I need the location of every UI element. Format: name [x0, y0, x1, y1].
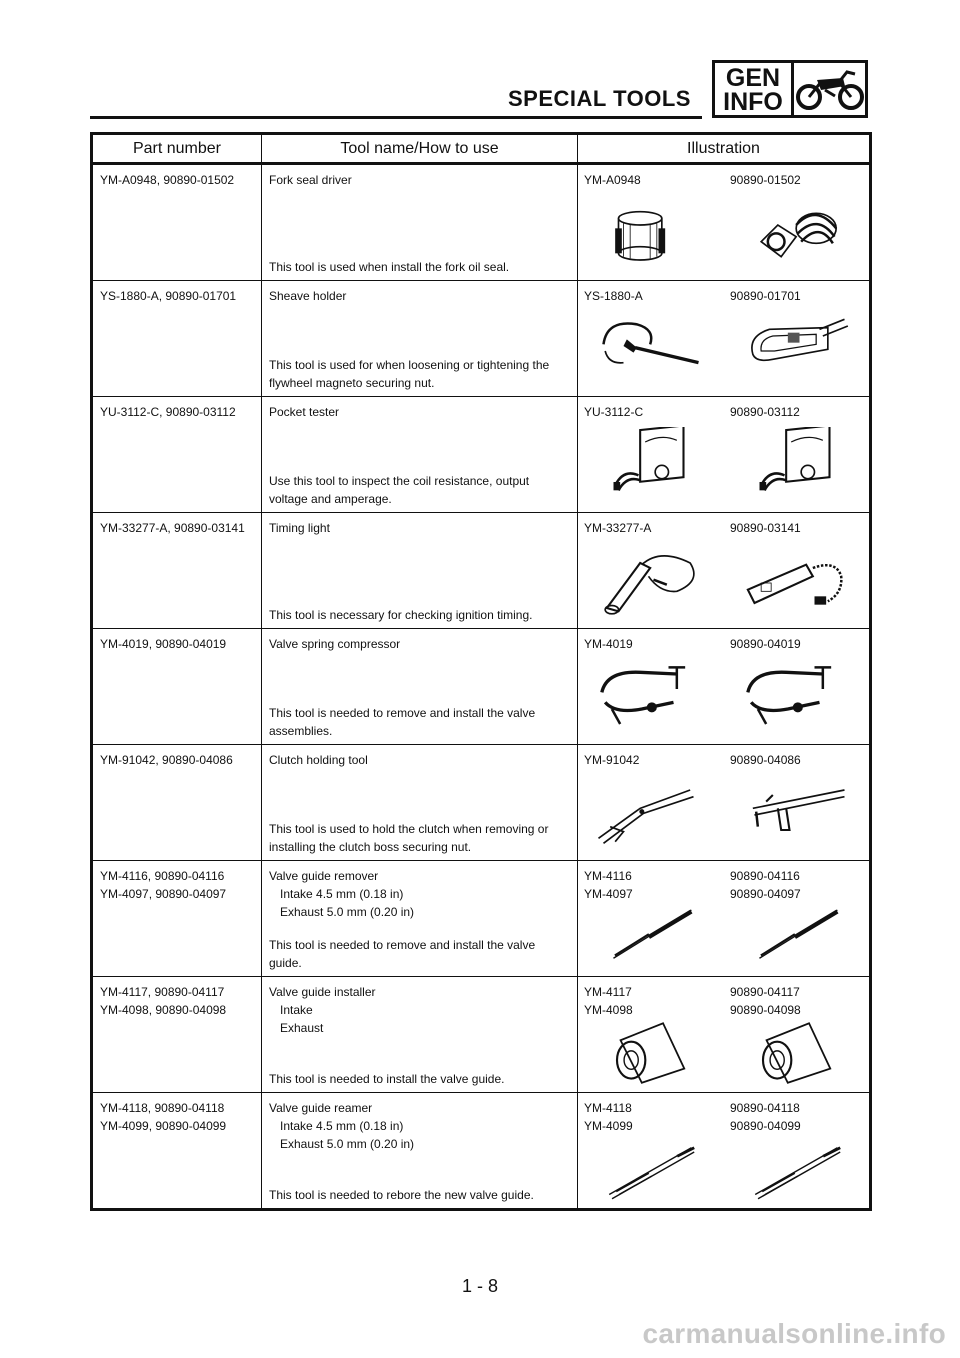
part-number: YM-4117, 90890-04117	[100, 985, 225, 999]
part-number: YM-91042, 90890-04086	[100, 753, 233, 767]
tool-description: This tool is needed to rebore the new valve guide.	[269, 1188, 534, 1202]
header-illustration: Illustration	[578, 134, 871, 164]
tool-description: This tool is needed to install the valve guide.	[269, 1072, 505, 1086]
illustration-cell	[578, 397, 871, 513]
valve-guide-reamer-icon	[578, 1135, 724, 1203]
tool-variant: Intake 4.5 mm (0.18 in)	[280, 887, 404, 901]
part-number: YU-3112-C, 90890-03112	[100, 405, 236, 419]
tool-name: Valve guide remover	[269, 869, 379, 883]
table-body	[92, 164, 871, 1210]
valve-guide-remover-icon	[578, 903, 724, 971]
sheave-holder-icon	[578, 311, 724, 391]
illustration-cell	[578, 1093, 871, 1210]
part-number-cell	[92, 977, 262, 1093]
part-number-cell	[92, 397, 262, 513]
part-number: YM-4118, 90890-04118	[100, 1101, 225, 1115]
illustration-part-label: YS-1880-A	[584, 289, 643, 303]
tool-variant: Intake 4.5 mm (0.18 in)	[280, 1119, 404, 1133]
tool-info-cell	[262, 977, 578, 1093]
tool-name: Valve spring compressor	[269, 637, 401, 651]
illustration-part-label: 90890-03112	[730, 405, 800, 419]
tool-description: Use this tool to inspect the coil resistance, output voltage and amperage.	[269, 474, 530, 506]
illustration-part-label: YM-4117	[584, 985, 632, 999]
valve-spring-compressor-icon	[724, 659, 870, 739]
special-tools-table	[90, 132, 872, 1211]
part-number-cell	[92, 745, 262, 861]
pocket-tester-icon	[578, 427, 724, 507]
illustration-part-label: 90890-04086	[730, 753, 801, 767]
table-row	[92, 629, 871, 745]
valve-spring-compressor-icon	[578, 659, 724, 739]
timing-light-icon	[578, 543, 724, 623]
tool-description: This tool is necessary for checking ignition timing.	[269, 608, 533, 622]
tool-variant: Intake	[280, 1003, 313, 1017]
table-row	[92, 1093, 871, 1210]
badge-line-2: INFO	[723, 88, 783, 116]
sheave-holder-icon	[724, 311, 870, 391]
part-number: YM-4019, 90890-04019	[100, 637, 227, 651]
header-part-number: Part number	[92, 134, 262, 164]
illustration-part-label: YU-3112-C	[584, 405, 644, 419]
table-row	[92, 745, 871, 861]
part-number-cell	[92, 629, 262, 745]
section-badge	[712, 60, 868, 118]
tool-info-cell	[262, 1093, 578, 1210]
tool-name: Pocket tester	[269, 405, 340, 419]
part-number-cell	[92, 164, 262, 281]
tool-name: Valve guide reamer	[269, 1101, 373, 1115]
illustration-part-label: YM-A0948	[584, 173, 641, 187]
part-number: YM-33277-A, 90890-03141	[100, 521, 245, 535]
valve-guide-installer-icon	[578, 1019, 724, 1087]
tool-description: This tool is used for when loosening or tightening the flywheel magneto securing nut.	[269, 358, 550, 390]
watermark: carmanualsonline.info	[642, 1318, 946, 1349]
illustration-cell	[578, 861, 871, 977]
table-row	[92, 397, 871, 513]
tool-description: This tool is used when install the fork oil seal.	[269, 260, 510, 274]
illustration-part-label: YM-4116	[584, 869, 632, 883]
illustration-part-label: 90890-04118	[730, 1101, 800, 1115]
fork-seal-driver-icon	[578, 195, 724, 275]
tool-info-cell	[262, 164, 578, 281]
table-row	[92, 164, 871, 281]
section-badge-label	[715, 63, 794, 115]
part-number: YM-A0948, 90890-01502	[100, 173, 235, 187]
tool-variant: Exhaust 5.0 mm (0.20 in)	[280, 1137, 415, 1151]
valve-guide-remover-icon	[724, 903, 870, 971]
part-number-cell	[92, 281, 262, 397]
table-row	[92, 977, 871, 1093]
motorcycle-icon	[794, 63, 865, 115]
illustration-cell	[578, 629, 871, 745]
tool-info-cell	[262, 397, 578, 513]
illustration-part-label: 90890-04019	[730, 637, 801, 651]
part-number: YS-1880-A, 90890-01701	[100, 289, 237, 303]
part-number-cell	[92, 513, 262, 629]
valve-guide-reamer-icon	[724, 1135, 870, 1203]
header-rule	[90, 116, 702, 119]
illustration-part-label: 90890-04097	[730, 887, 801, 901]
tool-name: Sheave holder	[269, 289, 347, 303]
illustration-cell	[578, 977, 871, 1093]
part-number-cell	[92, 861, 262, 977]
illustration-part-label: YM-4019	[584, 637, 633, 651]
illustration-part-label: 90890-03141	[730, 521, 801, 535]
badge-line-1: GEN	[725, 64, 781, 92]
fork-seal-driver-icon	[724, 195, 870, 275]
illustration-part-label: 90890-04099	[730, 1119, 801, 1133]
tool-description: This tool is needed to remove and install the valve guide.	[269, 938, 536, 970]
illustration-part-label: 90890-04116	[730, 869, 800, 883]
illustration-cell	[578, 745, 871, 861]
illustration-cell	[578, 281, 871, 397]
tool-name: Fork seal driver	[269, 173, 352, 187]
illustration-part-label: YM-4118	[584, 1101, 632, 1115]
clutch-holding-tool-icon	[578, 775, 724, 855]
illustration-part-label: YM-33277-A	[584, 521, 652, 535]
table-header-row	[92, 134, 871, 164]
part-number: YM-4116, 90890-04116	[100, 869, 225, 883]
table-row	[92, 861, 871, 977]
illustration-part-label: YM-91042	[584, 753, 640, 767]
tool-variant: Exhaust 5.0 mm (0.20 in)	[280, 905, 415, 919]
tool-description: This tool is needed to remove and install the valve assemblies.	[269, 706, 536, 738]
header-tool-name: Tool name/How to use	[262, 134, 578, 164]
tool-variant: Exhaust	[280, 1021, 324, 1035]
illustration-cell	[578, 513, 871, 629]
illustration-part-label: YM-4097	[584, 887, 633, 901]
tool-description: This tool is used to hold the clutch when removing or installing the clutch boss securing nut.	[269, 822, 549, 854]
tool-info-cell	[262, 745, 578, 861]
part-number: YM-4098, 90890-04098	[100, 1003, 227, 1017]
illustration-part-label: 90890-04117	[730, 985, 800, 999]
clutch-holding-tool-icon	[724, 775, 870, 855]
illustration-part-label: 90890-04098	[730, 1003, 801, 1017]
tool-name: Valve guide installer	[269, 985, 376, 999]
tool-info-cell	[262, 629, 578, 745]
tool-info-cell	[262, 513, 578, 629]
tool-name: Clutch holding tool	[269, 753, 368, 767]
pocket-tester-icon	[724, 427, 870, 507]
illustration-part-label: 90890-01502	[730, 173, 801, 187]
table-row	[92, 281, 871, 397]
illustration-cell	[578, 164, 871, 281]
illustration-part-label: YM-4098	[584, 1003, 633, 1017]
illustration-part-label: 90890-01701	[730, 289, 801, 303]
tool-info-cell	[262, 861, 578, 977]
part-number: YM-4097, 90890-04097	[100, 887, 227, 901]
illustration-part-label: YM-4099	[584, 1119, 633, 1133]
table-row	[92, 513, 871, 629]
timing-light-icon	[724, 543, 870, 623]
page-number: 1 - 8	[461, 1276, 499, 1296]
valve-guide-installer-icon	[724, 1019, 870, 1087]
tool-info-cell	[262, 281, 578, 397]
tool-name: Timing light	[269, 521, 330, 535]
part-number-cell	[92, 1093, 262, 1210]
part-number: YM-4099, 90890-04099	[100, 1119, 227, 1133]
page-title: SPECIAL TOOLS	[508, 86, 691, 111]
